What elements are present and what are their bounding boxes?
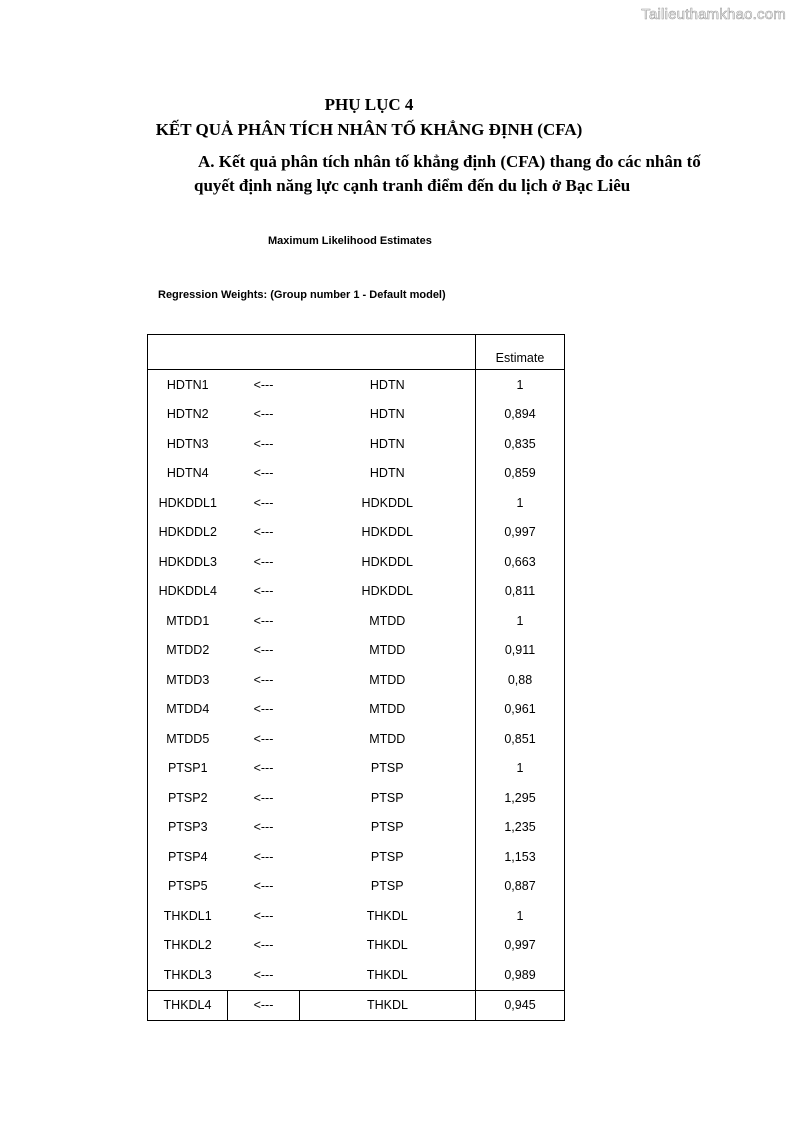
arrow-cell: <---	[253, 672, 274, 687]
estimate-cell: 0,811	[504, 584, 536, 599]
table-row	[148, 783, 565, 813]
factor-cell: PTSP	[300, 842, 476, 872]
item-cell: HDTN3	[166, 436, 209, 451]
item-cell: THKDL4	[148, 990, 228, 1021]
arrow-cell: <---	[253, 377, 274, 392]
item-cell: PTSP2	[167, 790, 208, 805]
arrow-cell: <---	[228, 990, 300, 1021]
table-row	[148, 695, 565, 725]
factor-cell: HDKDDL	[300, 488, 476, 518]
table-header-row	[148, 335, 565, 370]
table-row	[148, 842, 565, 872]
arrow-cell: <---	[253, 466, 274, 481]
table-row	[148, 400, 565, 430]
factor-cell: HDTN	[300, 370, 476, 400]
arrow-cell: <---	[253, 525, 274, 540]
estimate-cell: 0,997	[504, 525, 536, 540]
cfa-title: KẾT QUẢ PHÂN TÍCH NHÂN TỐ KHẲNG ĐỊNH (CFA)	[155, 120, 583, 139]
item-cell: HDKDDL1	[158, 495, 217, 510]
estimate-cell: 1,235	[504, 820, 536, 835]
item-cell: HDKDDL4	[158, 584, 217, 599]
factor-cell: HDTN	[300, 400, 476, 430]
header-cell-empty	[300, 335, 476, 370]
factor-cell: MTDD	[300, 724, 476, 754]
item-cell: PTSP1	[167, 761, 208, 776]
factor-cell: HDTN	[300, 459, 476, 489]
estimate-cell: 0,997	[504, 938, 536, 953]
table-row	[148, 370, 565, 400]
table-row	[148, 813, 565, 843]
arrow-cell: <---	[253, 938, 274, 953]
item-cell: MTDD2	[166, 643, 210, 658]
estimate-cell: 0,989	[504, 967, 536, 982]
arrow-cell: <---	[253, 584, 274, 599]
estimate-cell: 0,663	[504, 554, 536, 569]
table-row	[148, 547, 565, 577]
arrow-cell: <---	[253, 495, 274, 510]
estimate-cell: 1	[516, 377, 524, 392]
estimate-cell: 1,153	[504, 849, 536, 864]
table-row	[148, 429, 565, 459]
table-row	[148, 488, 565, 518]
appendix-title: PHỤ LỤC 4	[324, 95, 414, 114]
regression-weights-table	[147, 334, 565, 1021]
estimate-cell: 0,851	[504, 731, 536, 746]
factor-cell: MTDD	[300, 695, 476, 725]
item-cell: HDTN2	[166, 407, 209, 422]
table-caption: Regression Weights: (Group number 1 - Default model)	[158, 289, 446, 301]
item-cell: PTSP4	[167, 849, 208, 864]
table-row	[148, 577, 565, 607]
item-cell: THKDL3	[163, 967, 212, 982]
factor-cell: PTSP	[300, 754, 476, 784]
item-cell: PTSP5	[167, 879, 208, 894]
estimate-cell: 0,859	[504, 466, 536, 481]
table-row	[148, 960, 565, 990]
arrow-cell: <---	[253, 967, 274, 982]
estimate-cell: 0,887	[504, 879, 536, 894]
arrow-cell: <---	[253, 761, 274, 776]
arrow-cell: <---	[253, 879, 274, 894]
table-row	[148, 518, 565, 548]
estimate-cell: 1,295	[504, 790, 536, 805]
item-cell: MTDD4	[166, 702, 210, 717]
item-cell: HDTN1	[166, 377, 209, 392]
table-row	[148, 754, 565, 784]
item-cell: THKDL1	[163, 908, 212, 923]
table-row	[148, 724, 565, 754]
estimate-header: Estimate	[476, 335, 565, 370]
factor-cell: MTDD	[300, 665, 476, 695]
item-cell: HDKDDL3	[158, 554, 217, 569]
factor-cell: PTSP	[300, 783, 476, 813]
estimate-cell: 0,945	[476, 990, 565, 1021]
arrow-cell: <---	[253, 908, 274, 923]
factor-cell: PTSP	[300, 872, 476, 902]
item-cell: MTDD1	[166, 613, 210, 628]
table-row	[148, 872, 565, 902]
factor-cell: THKDL	[300, 990, 476, 1021]
item-cell: PTSP3	[167, 820, 208, 835]
factor-cell: MTDD	[300, 606, 476, 636]
arrow-cell: <---	[253, 790, 274, 805]
item-cell: THKDL2	[163, 938, 212, 953]
factor-cell: HDKDDL	[300, 518, 476, 548]
arrow-cell: <---	[253, 407, 274, 422]
estimate-cell: 1	[516, 613, 524, 628]
arrow-cell: <---	[253, 613, 274, 628]
item-cell: MTDD3	[166, 672, 210, 687]
estimate-cell: 0,911	[504, 643, 536, 658]
item-cell: HDKDDL2	[158, 525, 217, 540]
factor-cell: THKDL	[300, 931, 476, 961]
arrow-cell: <---	[253, 731, 274, 746]
arrow-cell: <---	[253, 436, 274, 451]
arrow-cell: <---	[253, 554, 274, 569]
estimate-cell: 0,961	[504, 702, 536, 717]
factor-cell: THKDL	[300, 960, 476, 990]
estimate-cell: 1	[516, 495, 524, 510]
table-row	[148, 990, 565, 1021]
header-cell-empty	[228, 335, 300, 370]
estimate-cell: 0,835	[504, 436, 536, 451]
header-cell-empty	[148, 335, 228, 370]
table-row	[148, 931, 565, 961]
factor-cell: THKDL	[300, 901, 476, 931]
table-row	[148, 459, 565, 489]
factor-cell: HDTN	[300, 429, 476, 459]
table-row	[148, 901, 565, 931]
section-a-subtitle: A. Kết quả phân tích nhân tố khẳng định (CFA) thang đo các nhân tố quyết định năng lực cạnh tranh điểm đến du lịch ở Bạc Liêu	[194, 152, 701, 195]
table-row	[148, 606, 565, 636]
arrow-cell: <---	[253, 820, 274, 835]
item-cell: MTDD5	[166, 731, 210, 746]
table-row	[148, 665, 565, 695]
estimate-cell: 1	[516, 908, 524, 923]
table-row	[148, 636, 565, 666]
factor-cell: HDKDDL	[300, 547, 476, 577]
estimate-cell: 0,88	[507, 672, 533, 687]
watermark: Tailieuthamkhao.com	[641, 6, 786, 23]
arrow-cell: <---	[253, 643, 274, 658]
factor-cell: PTSP	[300, 813, 476, 843]
section-title: Maximum Likelihood Estimates	[268, 235, 432, 247]
factor-cell: MTDD	[300, 636, 476, 666]
estimate-cell: 1	[516, 761, 524, 776]
arrow-cell: <---	[253, 702, 274, 717]
arrow-cell: <---	[253, 849, 274, 864]
estimate-cell: 0,894	[504, 407, 536, 422]
item-cell: HDTN4	[166, 466, 209, 481]
factor-cell: HDKDDL	[300, 577, 476, 607]
